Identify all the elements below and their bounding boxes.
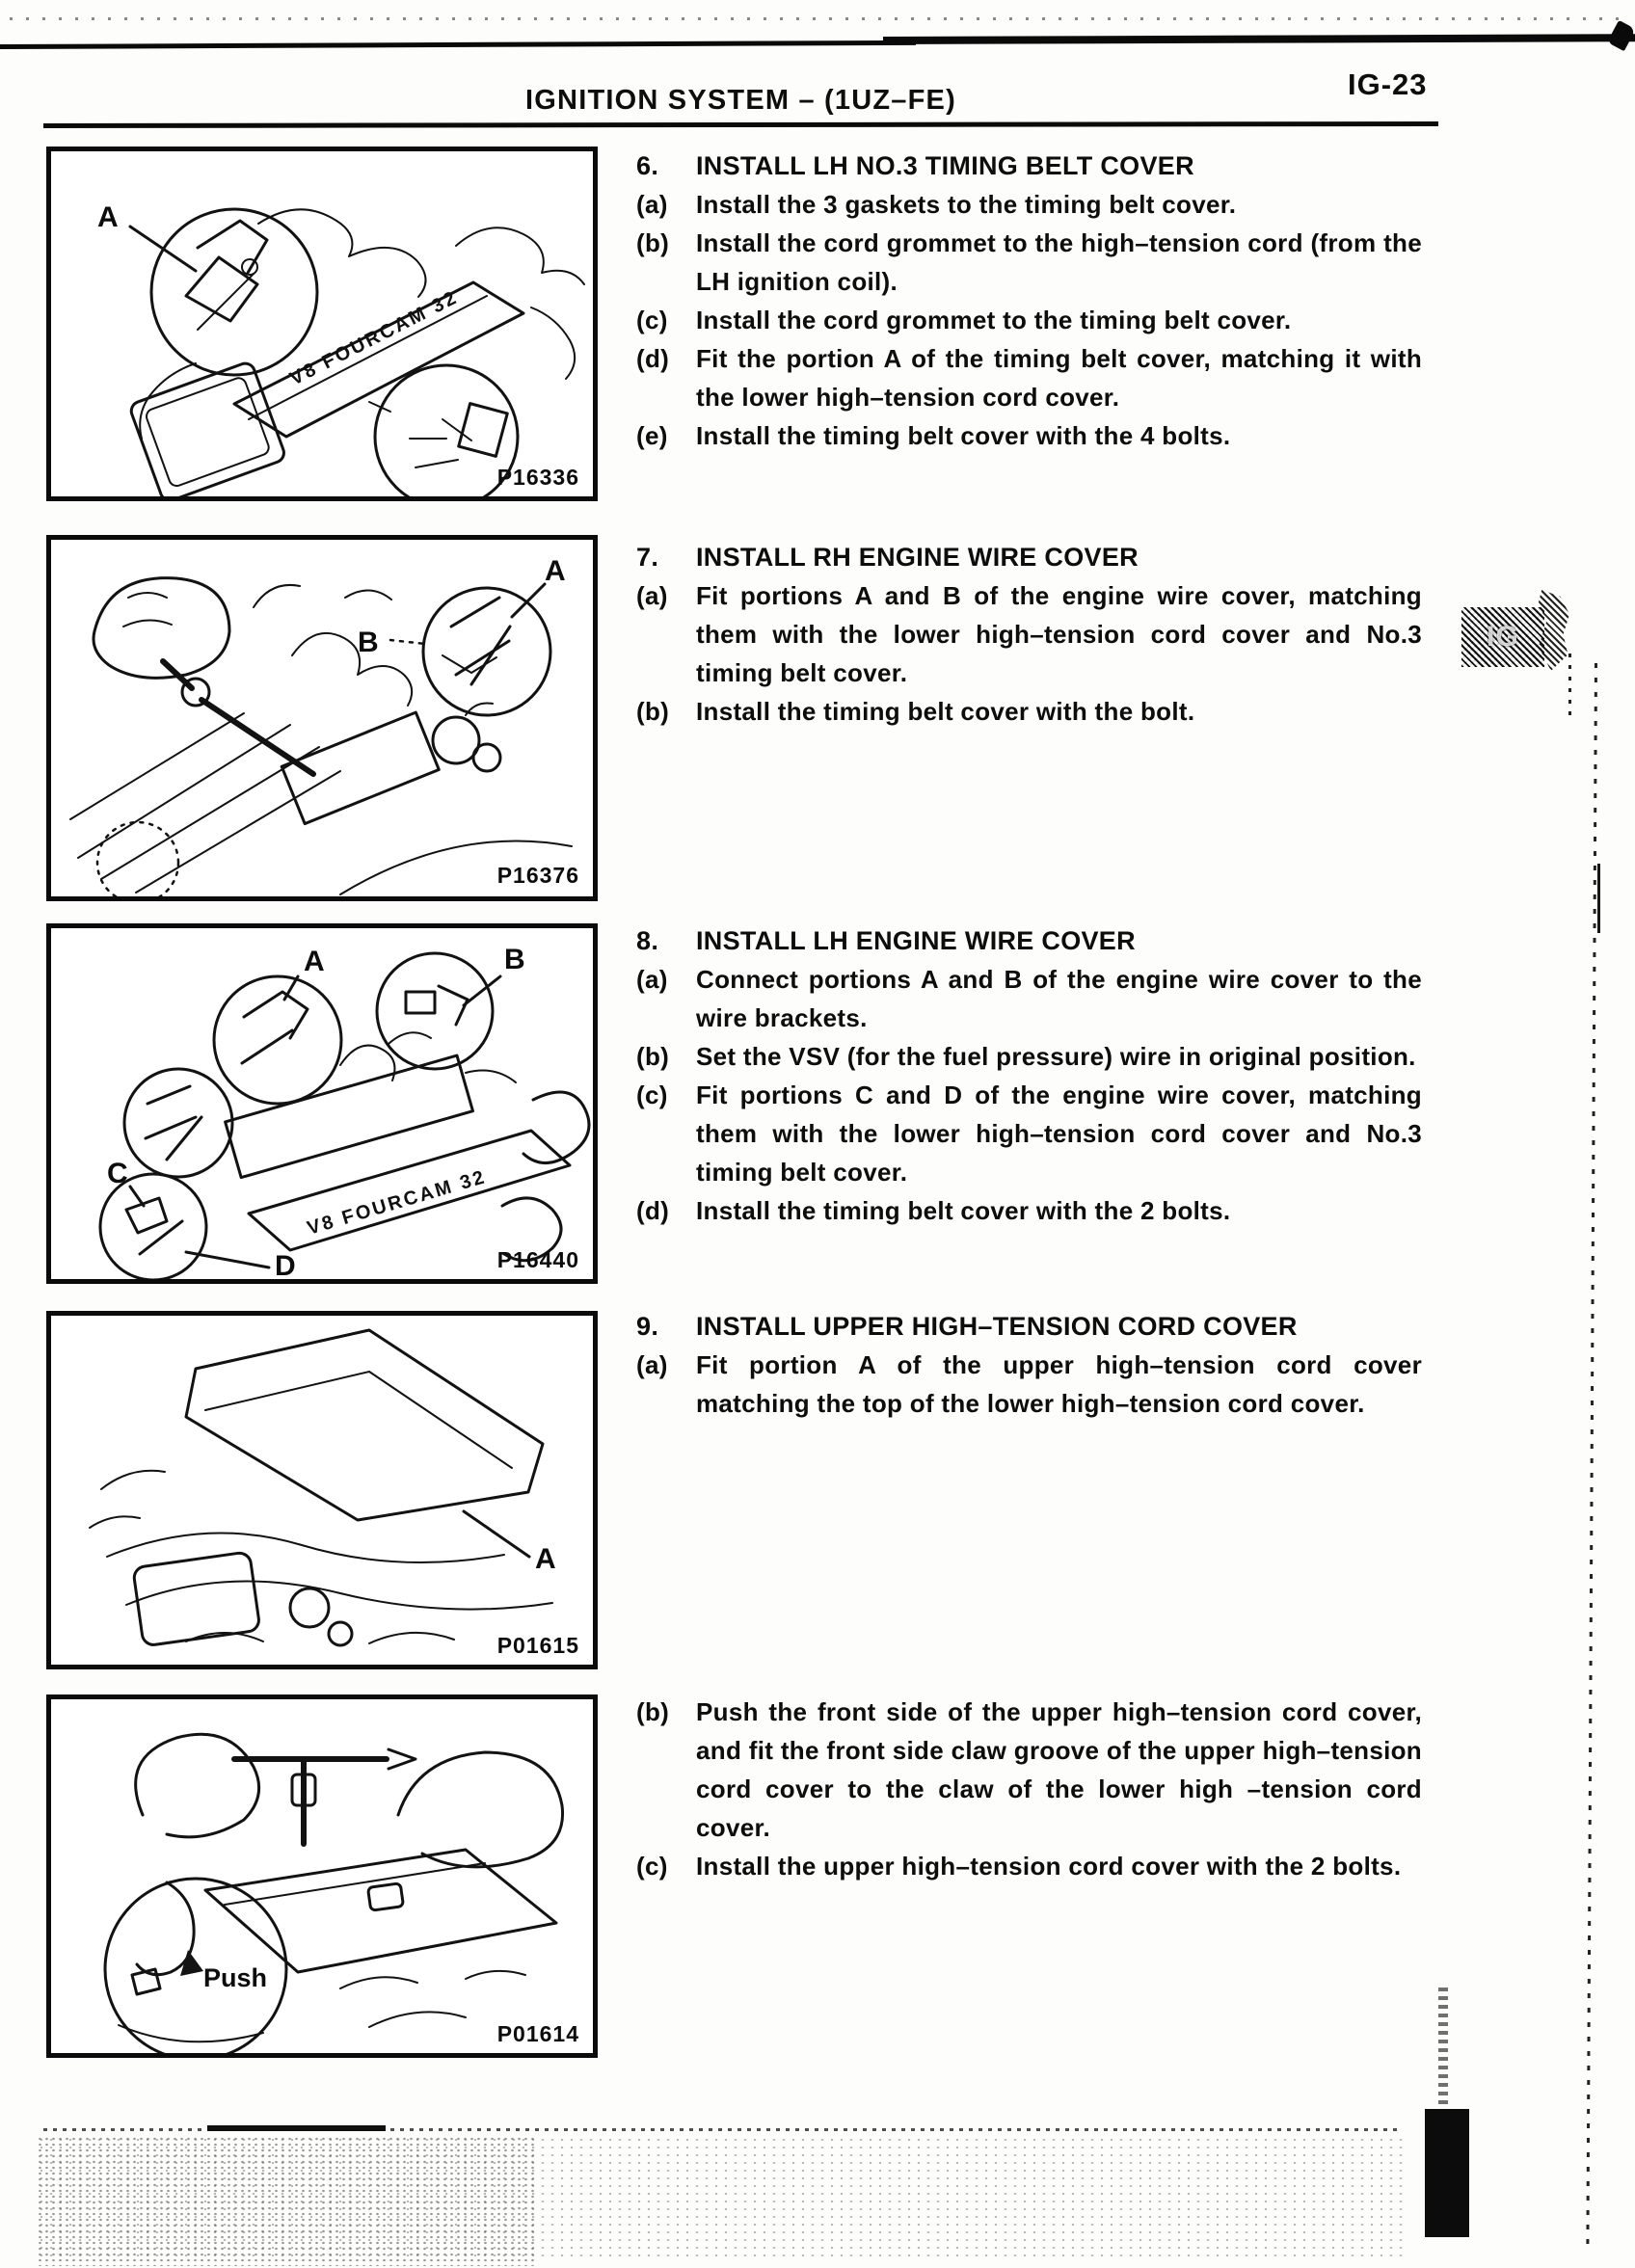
instruction-step	[636, 416, 1422, 455]
step-label: (a)	[636, 190, 668, 219]
step-label: (b)	[636, 1042, 670, 1071]
section-title: INSTALL LH ENGINE WIRE COVER	[696, 926, 1136, 955]
step-text: Fit the portion A of the timing belt cover, matching it with the lower high–tension cord cover.	[696, 344, 1422, 412]
page-number: IG-23	[1348, 67, 1428, 101]
step-label: (b)	[636, 1697, 670, 1726]
step-label: (d)	[636, 344, 670, 373]
instruction-step	[636, 576, 1422, 692]
scan-artifact-top-dots	[10, 17, 1629, 20]
engine-illustration-push-cord-cover	[51, 1699, 593, 2053]
scan-artifact-corner-bar	[1438, 1988, 1448, 2109]
instruction-step	[636, 1076, 1422, 1191]
page-title: IGNITION SYSTEM – (1UZ–FE)	[525, 85, 956, 116]
scan-artifact-noise	[37, 2136, 538, 2266]
section-title: INSTALL LH NO.3 TIMING BELT COVER	[696, 151, 1194, 180]
callout-label-a: A	[97, 201, 119, 233]
engine-illustration-lh-wire-cover	[51, 928, 593, 1279]
engine-illustration-rh-wire-cover	[51, 540, 593, 896]
callout-label-c: C	[107, 1158, 128, 1189]
step-text: Fit portions A and B of the engine wire cover, matching them with the lower high–tension cord cover and No.3 timing belt cover.	[696, 581, 1422, 687]
callout-label-d: D	[275, 1250, 296, 1279]
step-label: (d)	[636, 1196, 670, 1225]
scan-artifact-blob	[1607, 20, 1635, 51]
callout-label-a: A	[304, 946, 325, 977]
callout-label-a: A	[535, 1543, 556, 1575]
engine-illustration-timing-belt-cover	[51, 151, 593, 496]
step-label: (c)	[636, 306, 668, 334]
step-text: Install the upper high–tension cord cover with the 2 bolts.	[696, 1852, 1402, 1881]
step-text: Install the 3 gaskets to the timing belt cover.	[696, 190, 1237, 219]
callout-label-b: B	[358, 627, 379, 658]
section-8	[636, 921, 1422, 1230]
step-text: Install the timing belt cover with the 4 bolts.	[696, 421, 1231, 450]
section-heading	[636, 921, 1422, 960]
step-text: Push the front side of the upper high–tension cord cover, and fit the front side claw groove of the upper high–tension cord cover to the claw of the lower high –tension cord cover.	[696, 1697, 1422, 1842]
instruction-step	[636, 339, 1422, 416]
engine-cover-text: V8 FOURCAM 32	[305, 1166, 490, 1240]
figure-p01614	[46, 1694, 598, 2058]
step-label: (a)	[636, 965, 668, 994]
section-title: INSTALL RH ENGINE WIRE COVER	[696, 543, 1139, 572]
section-number: 9.	[636, 1312, 659, 1341]
instruction-step	[636, 224, 1422, 301]
figure-code: P16376	[496, 863, 579, 888]
step-label: (b)	[636, 697, 670, 726]
section-heading	[636, 538, 1422, 576]
section-title: INSTALL UPPER HIGH–TENSION CORD COVER	[696, 1312, 1298, 1341]
step-text: Set the VSV (for the fuel pressure) wire in original position.	[696, 1042, 1416, 1071]
section-tab-label: IG	[1487, 621, 1519, 653]
instruction-step	[636, 692, 1422, 731]
step-text: Connect portions A and B of the engine wire cover to the wire brackets.	[696, 965, 1422, 1032]
figure-code: P16440	[496, 1247, 579, 1272]
instruction-step	[636, 1693, 1422, 1847]
figure-p16376	[46, 535, 598, 901]
step-text: Install the timing belt cover with the bolt.	[696, 697, 1195, 726]
header-rule	[43, 121, 1438, 128]
step-text: Install the timing belt cover with the 2 bolts.	[696, 1196, 1231, 1225]
step-label: (c)	[636, 1081, 668, 1109]
step-label: (a)	[636, 1350, 668, 1379]
instruction-step	[636, 185, 1422, 224]
callout-circle	[423, 588, 550, 715]
figure-code: P01614	[496, 2021, 579, 2046]
instruction-step	[636, 301, 1422, 339]
callout-label-a: A	[545, 555, 566, 587]
cord-cover-hatched	[186, 1330, 543, 1520]
section-heading	[636, 147, 1422, 185]
section-number: 6.	[636, 151, 659, 180]
figure-p01615	[46, 1311, 598, 1669]
section-6	[636, 147, 1422, 455]
air-cleaner	[128, 360, 286, 496]
section-7	[636, 538, 1422, 731]
scan-artifact-page-edge	[1568, 654, 1571, 717]
instruction-step	[636, 1037, 1422, 1076]
figure-code: P01615	[496, 1633, 579, 1658]
figure-code: P16336	[496, 465, 579, 490]
push-label: Push	[203, 1963, 268, 1992]
cord-cover	[205, 1850, 556, 1972]
arrow-icon	[389, 1749, 415, 1769]
instruction-step	[636, 960, 1422, 1037]
engine-illustration-upper-cord-cover	[51, 1316, 593, 1665]
hand	[398, 1752, 563, 1867]
scan-artifact-bottom-rule	[207, 2125, 386, 2131]
step-text: Install the cord grommet to the high–tension cord (from the LH ignition coil).	[696, 228, 1422, 296]
step-label: (e)	[636, 421, 668, 450]
section-9	[636, 1307, 1422, 1423]
figure-p16440	[46, 923, 598, 1284]
step-label: (a)	[636, 581, 668, 610]
section-tab-ig	[1461, 607, 1544, 667]
engine-cover-text: V8 FOURCAM 32	[286, 286, 462, 390]
scan-artifact-page-edge	[1586, 663, 1597, 2254]
figure-p16336	[46, 147, 598, 501]
step-label: (b)	[636, 228, 670, 257]
hand	[136, 1734, 259, 1837]
instruction-step	[636, 1346, 1422, 1423]
section-number: 8.	[636, 926, 659, 955]
step-label: (c)	[636, 1852, 668, 1881]
step-text: Install the cord grommet to the timing belt cover.	[696, 306, 1292, 334]
section-9-continued	[636, 1693, 1422, 1885]
instruction-step	[636, 1847, 1422, 1885]
scan-artifact-top-line	[0, 40, 916, 49]
step-text: Fit portion A of the upper high–tension cord cover matching the top of the lower high–tension cord cover.	[696, 1350, 1422, 1418]
section-heading	[636, 1307, 1422, 1346]
scan-artifact-corner-bar	[1425, 2109, 1469, 2237]
scan-artifact-top-line	[883, 34, 1635, 44]
instruction-step	[636, 1191, 1422, 1230]
section-number: 7.	[636, 543, 659, 572]
callout-label-b: B	[504, 944, 525, 975]
scan-artifact-page-edge	[1597, 864, 1600, 933]
step-text: Fit portions C and D of the engine wire cover, matching them with the lower high–tension cord cover and No.3 timing belt cover.	[696, 1081, 1422, 1187]
